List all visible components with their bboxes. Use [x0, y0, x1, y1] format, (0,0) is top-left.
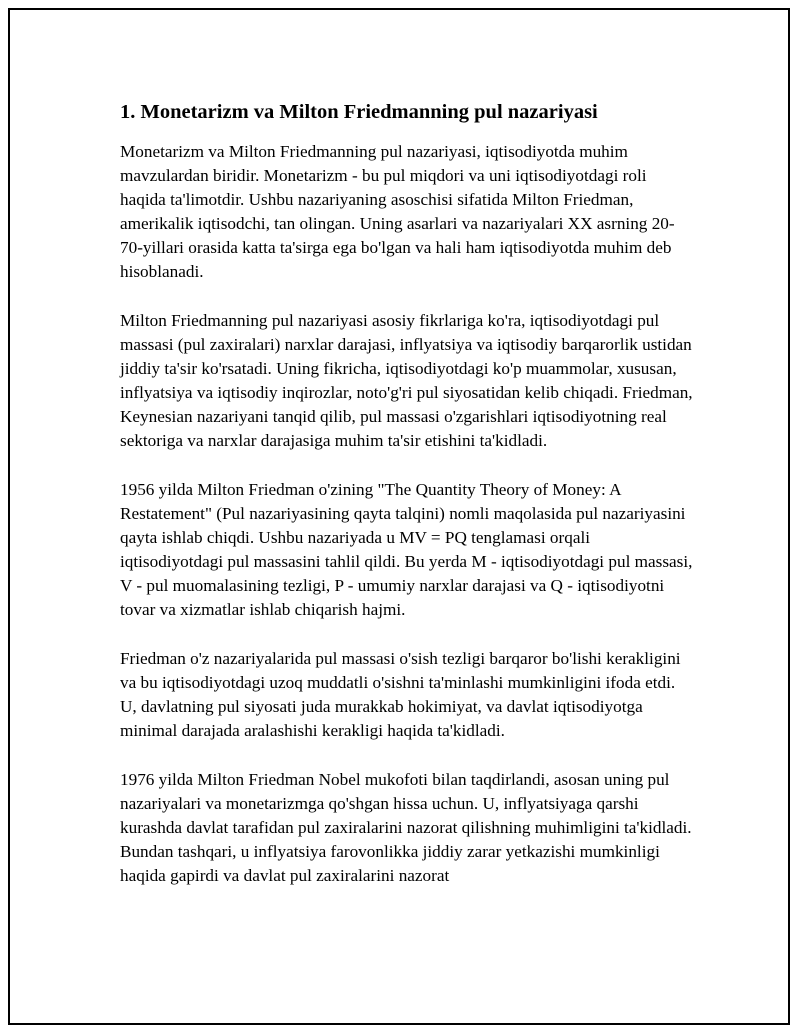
paragraph-5: 1976 yilda Milton Friedman Nobel mukofoti bilan taqdirlandi, asosan uning pul nazariyalari va monetarizmga qo'shgan hissa uchun. U, inflyatsiyaga qarshi kurashda davlat tarafidan pul zaxiralarini nazorat qilishning muhimligini ta'kidladi. Bundan tashqari, u inflyatsiya farovonlikka jiddiy zarar yetkazishi mumkinligi haqida gapirdi va davlat pul zaxiralarini nazorat	[120, 770, 692, 885]
document-body	[120, 98, 695, 913]
paragraph-3: 1956 yilda Milton Friedman o'zining "The Quantity Theory of Money: A Restatement" (Pul nazariyasining qayta talqini) nomli maqolasida pul nazariyasini qayta ishlab chiqdi. Ushbu nazariyada u MV = PQ tenglamasi orqali iqtisodiyotdagi pul massasini tahlil qildi. Bu yerda M - iqtisodiyotdagi pul massasi, V - pul muomalasining tezligi, P - umumiy narxlar darajasi va Q - iqtisodiyotni tovar va xizmatlar ishlab chiqarish hajmi.	[120, 480, 693, 619]
section-heading: 1. Monetarizm va Milton Friedmanning pul nazariyasi	[120, 101, 598, 123]
paragraph-1: Monetarizm va Milton Friedmanning pul nazariyasi, iqtisodiyotda muhim mavzulardan biridir. Monetarizm - bu pul miqdori va uni iqtisodiyotdagi roli haqida ta'limotdir. Ushbu nazariyaning asoschisi sifatida Milton Friedman, amerikalik iqtisodchi, tan olingan. Uning asarlari va nazariyalari XX asrning 20-70-yillari orasida katta ta'sirga ega bo'lgan va hali ham iqtisodiyotda muhim deb hisoblanadi.	[120, 142, 675, 281]
paragraph-2: Milton Friedmanning pul nazariyasi asosiy fikrlariga ko'ra, iqtisodiyotdagi pul massasi (pul zaxiralari) narxlar darajasi, inflyatsiya va iqtisodiy barqarorlik ustidan jiddiy ta'sir ko'rsatadi. Uning fikricha, iqtisodiyotdagi ko'p muammolar, xususan, inflyatsiya va iqtisodiy inqirozlar, noto'g'ri pul siyosatidan kelib chiqadi. Friedman, Keynesian nazariyani tanqid qilib, pul massasi o'zgarishlari iqtisodiyotning real sektoriga va narxlar darajasiga muhim ta'sir etishini ta'kidladi.	[120, 311, 693, 450]
page-frame	[8, 8, 790, 1025]
paragraph-4: Friedman o'z nazariyalarida pul massasi o'sish tezligi barqaror bo'lishi kerakligini va bu iqtisodiyotdagi uzoq muddatli o'sishni ta'minlashi mumkinligini ifoda etdi. U, davlatning pul siyosati juda murakkab hokimiyat, va davlat iqtisodiyotga minimal darajada aralashishi kerakligi haqida ta'kidladi.	[120, 649, 681, 740]
